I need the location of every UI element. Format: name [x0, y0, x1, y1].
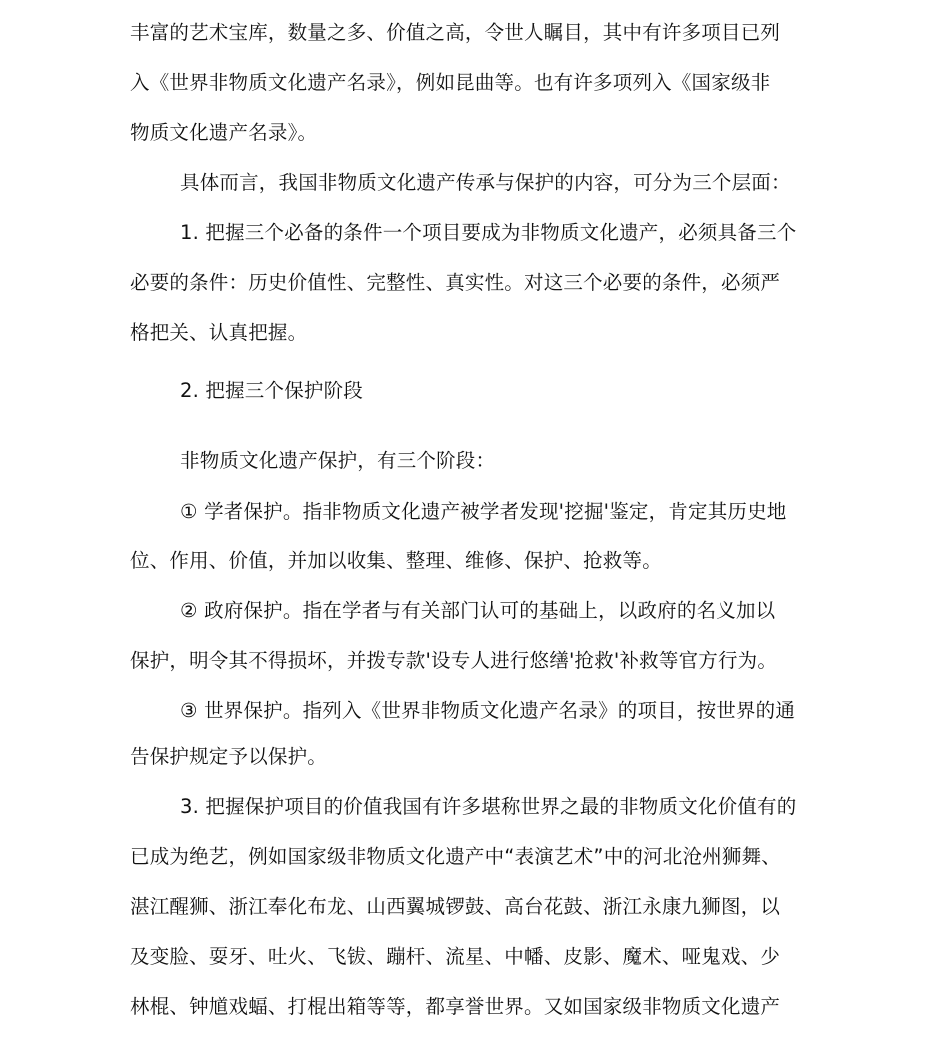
- paragraph-line: 及变脸、耍牙、吐火、飞钹、蹦杆、流星、中幡、皮影、魔术、哑鬼戏、少: [130, 945, 781, 968]
- paragraph-line: 格把关、认真把握。: [130, 321, 308, 344]
- paragraph-line: 林棍、钟馗戏蝠、打棍出箱等等，都享誉世界。又如国家级非物质文化遗产: [130, 995, 781, 1018]
- paragraph-line: 位、作用、价值，并加以收集、整理、维修、保护、抢救等。: [130, 549, 662, 572]
- paragraph-line: 丰富的艺术宝库，数量之多、价值之高，令世人瞩目，其中有许多项目已列: [130, 21, 781, 44]
- paragraph-line: 物质文化遗产名录》。: [130, 121, 318, 144]
- paragraph-line: 入《世界非物质文化遗产名录》，例如昆曲等。也有许多项列入《国家级非: [130, 71, 771, 94]
- list-item-government-protection: ② 政府保护。指在学者与有关部门认可的基础上，以政府的名义加以: [180, 599, 776, 622]
- section-heading-3: 3. 把握保护项目的价值我国有许多堪称世界之最的非物质文化价值有的: [180, 795, 797, 818]
- section-heading-1: 1. 把握三个必备的条件一个项目要成为非物质文化遗产，必须具备三个: [180, 221, 797, 244]
- paragraph-line: 告保护规定予以保护。: [130, 745, 328, 768]
- paragraph-line: 已成为绝艺，例如国家级非物质文化遗产中“表演艺术”中的河北沧州狮舞、: [130, 845, 782, 868]
- paragraph-line: 具体而言，我国非物质文化遗产传承与保护的内容，可分为三个层面：: [180, 171, 791, 194]
- section-heading-2: 2. 把握三个保护阶段: [180, 379, 364, 402]
- list-item-world-protection: ③ 世界保护。指列入《世界非物质文化遗产名录》的项目，按世界的通: [180, 699, 796, 722]
- paragraph-line: 保护，明令其不得损坏，并拨专款'设专人进行悠缮'抢救'补救等官方行为。: [130, 649, 778, 672]
- paragraph-line: 非物质文化遗产保护，有三个阶段：: [180, 449, 496, 472]
- paragraph-line: 必要的条件：历史价值性、完整性、真实性。对这三个必要的条件，必须严: [130, 271, 781, 294]
- list-item-scholar-protection: ① 学者保护。指非物质文化遗产被学者发现'挖掘'鉴定，肯定其历史地: [180, 500, 787, 523]
- paragraph-line: 湛江醒狮、浙江奉化布龙、山西翼城锣鼓、高台花鼓、浙江永康九狮图，以: [130, 895, 781, 918]
